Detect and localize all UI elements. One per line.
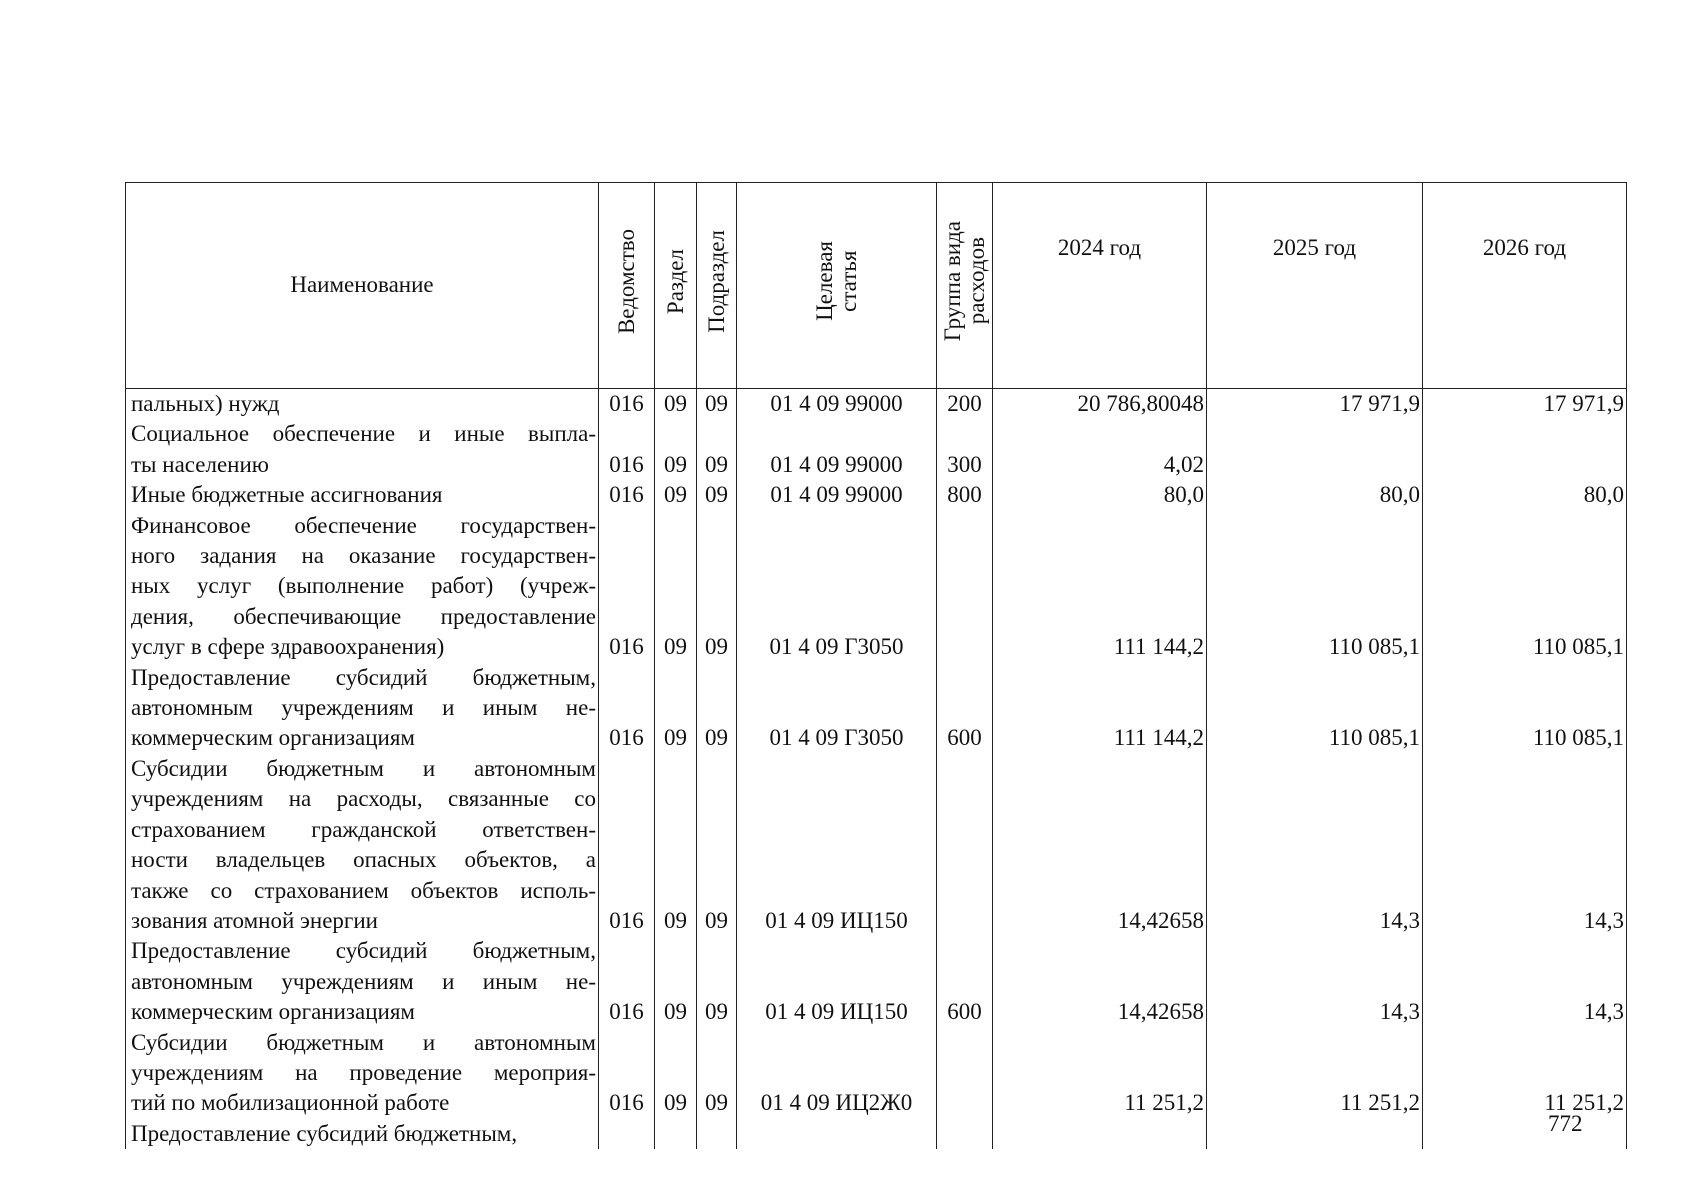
row-razdel: 09 — [655, 389, 697, 420]
row-2026: 110 085,1 — [1423, 511, 1627, 663]
row-podrazdel: 09 — [697, 663, 737, 754]
row-name-line: учреждениям на расходы, связанные со — [131, 786, 596, 812]
row-name — [126, 663, 599, 754]
row-podrazdel: 09 — [697, 754, 737, 936]
row-name-line: страхованием гражданской ответствен- — [131, 816, 596, 842]
row-2026: 110 085,1 — [1423, 663, 1627, 754]
row-razdel: 09 — [655, 480, 697, 510]
row-name-line: Социальное обеспечение и иные выпла- — [131, 421, 596, 447]
row-razdel: 09 — [655, 754, 697, 936]
header-gruppa: Группа вида расходов — [937, 183, 993, 389]
row-2024: 80,0 — [993, 480, 1207, 510]
row-gruppa — [937, 754, 993, 936]
page-number: 772 — [1548, 1111, 1583, 1136]
row-name — [126, 389, 599, 420]
row-name — [126, 480, 599, 510]
row-2024: 111 144,2 — [993, 663, 1207, 754]
header-celevaya: Целевая статья — [737, 183, 937, 389]
row-celevaya: 01 4 09 99000 — [737, 480, 937, 510]
row-name-line: ных услуг (выполнение работ) (учреж- — [131, 573, 596, 599]
budget-table — [125, 182, 1627, 1149]
row-gruppa — [937, 1119, 993, 1149]
row-razdel: 09 — [655, 419, 697, 480]
header-podrazdel: Подраздел — [697, 183, 737, 389]
table-row — [126, 389, 1627, 420]
row-2024: 111 144,2 — [993, 511, 1207, 663]
row-razdel: 09 — [655, 936, 697, 1027]
table-row — [126, 663, 1627, 754]
header-razdel: Раздел — [655, 183, 697, 389]
row-razdel: 09 — [655, 511, 697, 663]
row-name-line: услуг в сфере здравоохранения) — [131, 634, 445, 660]
row-name-line: дения, обеспечивающие предоставление — [131, 603, 596, 629]
row-celevaya: 01 4 09 ИЦ150 — [737, 754, 937, 936]
row-podrazdel: 09 — [697, 419, 737, 480]
table-header — [126, 183, 1627, 389]
row-celevaya: 01 4 09 99000 — [737, 419, 937, 480]
table-row — [126, 1028, 1627, 1119]
row-name-line: Субсидии бюджетным и автономным — [131, 1029, 596, 1055]
header-vedomstvo: Ведомство — [599, 183, 655, 389]
row-vedomstvo: 016 — [599, 480, 655, 510]
row-podrazdel: 09 — [697, 1028, 737, 1119]
row-razdel: 09 — [655, 663, 697, 754]
row-name-line: ности владельцев опасных объектов, а — [131, 847, 596, 873]
row-name-line: Субсидии бюджетным и автономным — [131, 755, 596, 781]
row-2024: 11 251,2 — [993, 1028, 1207, 1119]
row-2024: 14,42658 — [993, 936, 1207, 1027]
row-name-line: учреждениям на проведение мероприя- — [131, 1059, 596, 1085]
row-2025 — [1207, 419, 1423, 480]
table-row — [126, 754, 1627, 936]
row-name — [126, 1028, 599, 1119]
row-2024 — [993, 1119, 1207, 1149]
row-name-line: автономным учреждениям и иным не- — [131, 695, 596, 721]
row-vedomstvo: 016 — [599, 511, 655, 663]
row-2026 — [1423, 419, 1627, 480]
table-row — [126, 511, 1627, 663]
row-2025: 110 085,1 — [1207, 663, 1423, 754]
row-podrazdel: 09 — [697, 511, 737, 663]
row-podrazdel — [697, 1119, 737, 1149]
header-2026: 2026 год — [1423, 183, 1627, 389]
row-2026 — [1423, 1119, 1627, 1149]
row-gruppa — [937, 511, 993, 663]
header-2024: 2024 год — [993, 183, 1207, 389]
row-celevaya — [737, 1119, 937, 1149]
row-2025: 17 971,9 — [1207, 389, 1423, 420]
row-name-line: Предоставление субсидий бюджетным, — [131, 664, 596, 690]
row-gruppa: 300 — [937, 419, 993, 480]
row-gruppa: 600 — [937, 663, 993, 754]
header-name: Наименование — [126, 183, 599, 389]
row-2025: 11 251,2 — [1207, 1028, 1423, 1119]
table-body — [126, 389, 1627, 1150]
header-2025: 2025 год — [1207, 183, 1423, 389]
row-name — [126, 1119, 599, 1149]
row-name-line: Предоставление субсидий бюджетным, — [131, 1120, 518, 1146]
row-gruppa — [937, 1028, 993, 1119]
row-2025: 14,3 — [1207, 936, 1423, 1027]
row-2025: 80,0 — [1207, 480, 1423, 510]
row-name-line: Финансовое обеспечение государствен- — [131, 512, 596, 538]
row-vedomstvo: 016 — [599, 754, 655, 936]
row-razdel: 09 — [655, 1028, 697, 1119]
row-vedomstvo: 016 — [599, 419, 655, 480]
row-name-line: коммерческим организациям — [131, 725, 415, 751]
row-name — [126, 754, 599, 936]
row-name-line: ты населению — [131, 451, 269, 477]
row-celevaya: 01 4 09 ИЦ150 — [737, 936, 937, 1027]
table-row — [126, 1119, 1627, 1149]
row-podrazdel: 09 — [697, 936, 737, 1027]
row-2025: 14,3 — [1207, 754, 1423, 936]
row-celevaya: 01 4 09 ИЦ2Ж0 — [737, 1028, 937, 1119]
row-2025: 110 085,1 — [1207, 511, 1423, 663]
row-vedomstvo: 016 — [599, 1028, 655, 1119]
row-vedomstvo: 016 — [599, 663, 655, 754]
table-row — [126, 480, 1627, 510]
row-name-line: Иные бюджетные ассигнования — [131, 482, 443, 508]
row-name-line: Предоставление субсидий бюджетным, — [131, 938, 596, 964]
row-name-line: пальных) нужд — [131, 391, 280, 416]
row-name — [126, 511, 599, 663]
row-2024: 14,42658 — [993, 754, 1207, 936]
row-2024: 4,02 — [993, 419, 1207, 480]
table-row — [126, 936, 1627, 1027]
row-vedomstvo: 016 — [599, 389, 655, 420]
row-name-line: также со страхованием объектов исполь- — [131, 877, 596, 903]
row-gruppa: 800 — [937, 480, 993, 510]
row-2025 — [1207, 1119, 1423, 1149]
row-2026: 14,3 — [1423, 936, 1627, 1027]
row-celevaya: 01 4 09 99000 — [737, 389, 937, 420]
row-2026: 11 251,2 — [1423, 1028, 1627, 1119]
row-name-line: ного задания на оказание государствен- — [131, 543, 596, 569]
row-gruppa: 600 — [937, 936, 993, 1027]
row-gruppa: 200 — [937, 389, 993, 420]
row-celevaya: 01 4 09 Г3050 — [737, 663, 937, 754]
row-name — [126, 936, 599, 1027]
row-2024: 20 786,80048 — [993, 389, 1207, 420]
row-podrazdel: 09 — [697, 480, 737, 510]
table-row — [126, 419, 1627, 480]
row-name-line: тий по мобилизационной работе — [131, 1090, 450, 1116]
row-celevaya: 01 4 09 Г3050 — [737, 511, 937, 663]
row-name-line: зования атомной энергии — [131, 907, 378, 933]
row-razdel — [655, 1119, 697, 1149]
row-2026: 80,0 — [1423, 480, 1627, 510]
row-name-line: автономным учреждениям и иным не- — [131, 968, 596, 994]
row-vedomstvo: 016 — [599, 936, 655, 1027]
row-podrazdel: 09 — [697, 389, 737, 420]
row-name-line: коммерческим организациям — [131, 999, 415, 1025]
row-2026: 14,3 — [1423, 754, 1627, 936]
row-vedomstvo — [599, 1119, 655, 1149]
row-2026: 17 971,9 — [1423, 389, 1627, 420]
row-name — [126, 419, 599, 480]
